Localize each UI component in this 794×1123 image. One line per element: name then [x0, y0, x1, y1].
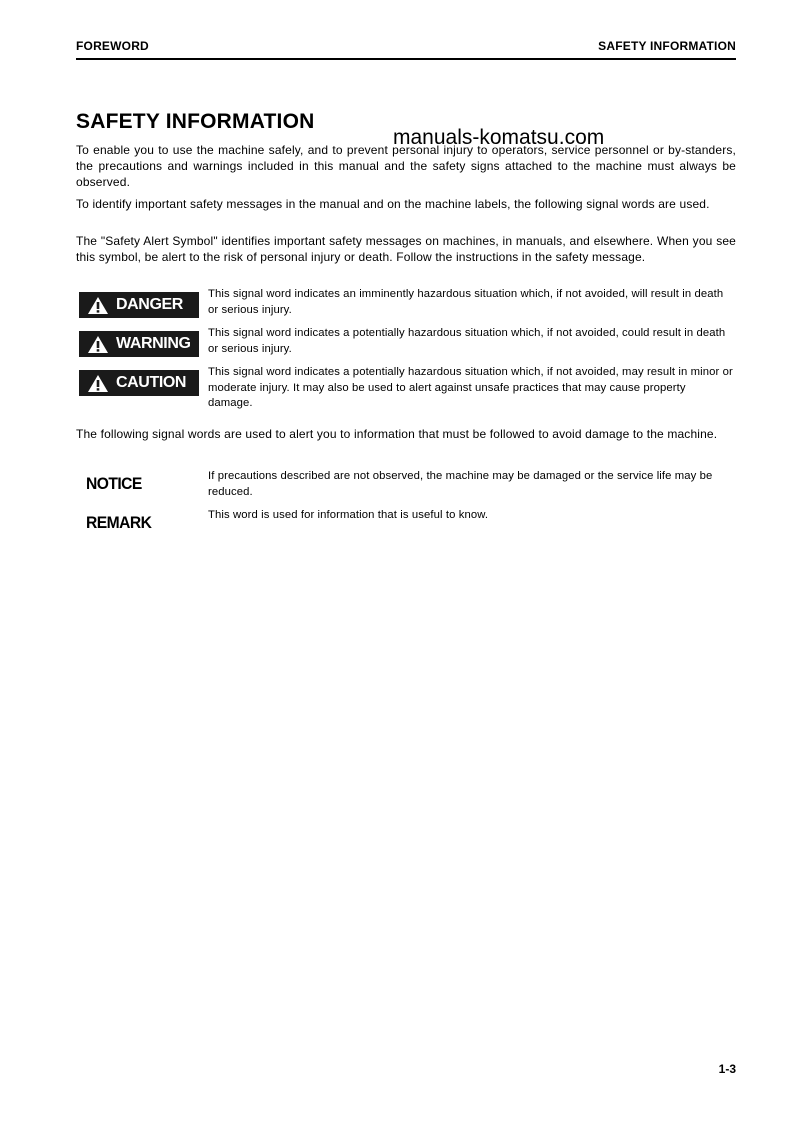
damage-signal-words-paragraph: The following signal words are used to alert you to information that must be followed to avoid damage to the machine.: [76, 427, 718, 441]
header-section-left: FOREWORD: [76, 39, 149, 53]
page-number: 1-3: [718, 1062, 736, 1076]
notice-description: If precautions described are not observed, the machine may be damaged or the service life may be reduced.: [208, 470, 713, 498]
safety-alert-symbol-paragraph: The "Safety Alert Symbol" identifies important safety messages on machines, in manuals, and elsewhere. When you see this symbol, be alert to the risk of personal injury or death. Follow the instructions in the safety message.: [76, 234, 736, 264]
remark-word: REMARK: [86, 513, 152, 532]
danger-word: DANGER: [116, 296, 183, 313]
caution-label: [79, 370, 199, 396]
safety-alert-triangle-icon: [87, 374, 109, 393]
intro-paragraph: To enable you to use the machine safely, and to prevent personal injury to operators, service personnel or by-standers, the precautions and warnings included in this manual and the safety signs attached to the machine must always be observed.: [76, 143, 736, 189]
danger-description: This signal word indicates an imminently hazardous situation which, if not avoided, will result in death or serious injury.: [208, 288, 724, 316]
signal-words-paragraph: To identify important safety messages in the manual and on the machine labels, the following signal words are used.: [76, 197, 710, 211]
warning-description: This signal word indicates a potentially hazardous situation which, if not avoided, could result in death or serious injury.: [208, 327, 726, 355]
caution-word: CAUTION: [116, 374, 187, 391]
caution-description: This signal word indicates a potentially hazardous situation which, if not avoided, may result in minor or moderate injury. It may also be used to alert against unsafe practices that may cause property damage.: [208, 366, 733, 409]
notice-word: NOTICE: [86, 474, 142, 493]
warning-word: WARNING: [116, 335, 191, 352]
remark-description: This word is used for information that is useful to know.: [208, 509, 489, 521]
safety-alert-triangle-icon: [87, 296, 109, 315]
page-title: SAFETY INFORMATION: [76, 110, 315, 133]
watermark: manuals-komatsu.com: [393, 126, 605, 149]
header-section-right: SAFETY INFORMATION: [598, 39, 736, 53]
danger-label: [79, 292, 199, 318]
page-header: [76, 38, 736, 60]
warning-label: [79, 331, 199, 357]
safety-alert-triangle-icon: [87, 335, 109, 354]
